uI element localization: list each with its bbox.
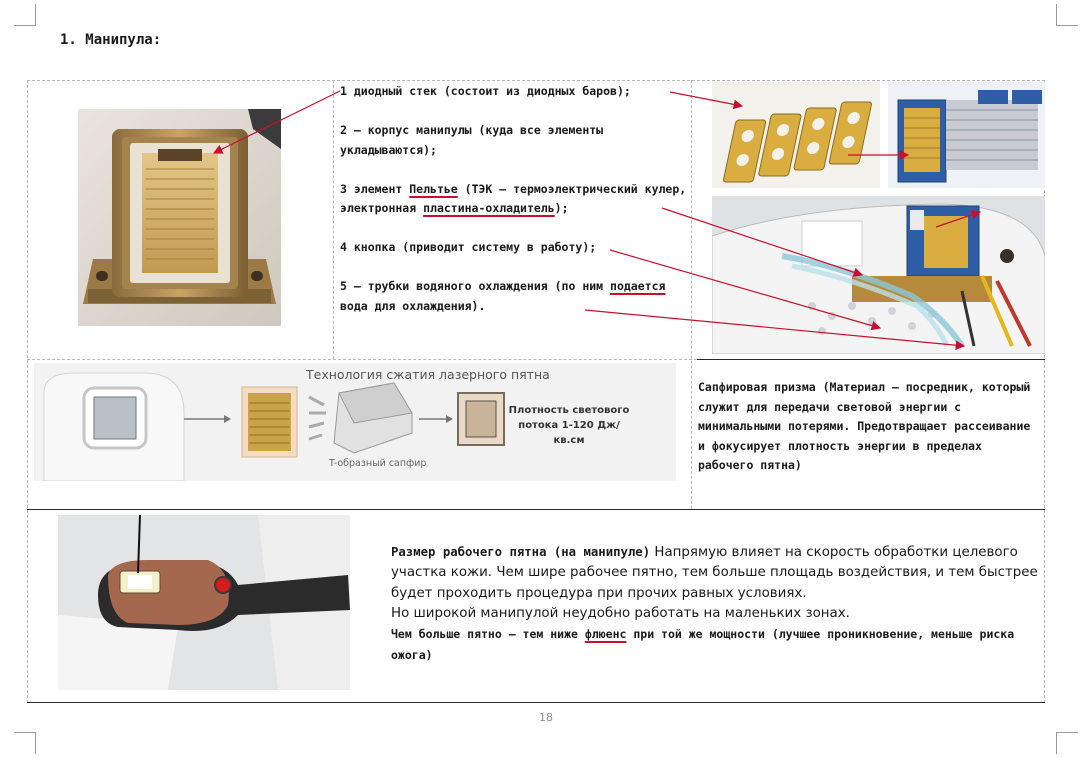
component-text: 4 кнопка (приводит систему в работу); bbox=[340, 240, 597, 254]
component-text: 5 – трубки водяного охлаждения (по ним bbox=[340, 279, 611, 293]
component-list bbox=[340, 82, 690, 336]
handpiece-interior-photo bbox=[712, 196, 1045, 354]
component-text: (ТЭК — термоэлектрический кулер, электронная bbox=[340, 181, 687, 215]
component-text: 1 диодный стек (состоит из диодных баров); bbox=[340, 84, 631, 98]
handpiece-spot-photo bbox=[58, 515, 350, 690]
page-number: 18 bbox=[539, 711, 553, 724]
spot-size-description bbox=[391, 542, 1041, 667]
diagram-title: Технология сжатия лазерного пятна bbox=[306, 367, 550, 382]
section-heading: 1. Манипула: bbox=[60, 32, 162, 48]
component-item bbox=[340, 180, 690, 219]
column-divider bbox=[691, 80, 692, 509]
component-text: вода для охлаждения). bbox=[340, 298, 486, 313]
crop-mark bbox=[14, 732, 36, 754]
component-text: ); bbox=[554, 201, 569, 215]
crop-mark bbox=[14, 4, 36, 26]
sapphire-prism-description: Сапфировая призма (Материал — посредник, который служит для передачи световой энергии с минимальными потерями. Предотвращает рассеивание и фокусирует плотность энергии в пределах рабочего пятна) bbox=[698, 380, 1031, 472]
row-divider bbox=[27, 702, 1045, 703]
column-divider bbox=[333, 80, 334, 359]
underlined-term: Пельтье bbox=[409, 181, 458, 196]
component-item bbox=[340, 238, 690, 258]
underlined-term: подается bbox=[610, 279, 666, 293]
component-item bbox=[340, 121, 690, 160]
fluence-note-before: Чем больше пятно — тем ниже bbox=[391, 627, 585, 642]
component-text: 3 элемент bbox=[340, 181, 410, 196]
component-item bbox=[340, 82, 690, 102]
spot-compression-diagram bbox=[34, 363, 676, 481]
fluence-term: флюенс bbox=[584, 627, 627, 642]
crop-mark bbox=[1056, 732, 1078, 754]
component-item bbox=[340, 277, 690, 316]
spot-size-title: Размер рабочего пятна (на манипуле) bbox=[391, 545, 651, 559]
row-divider bbox=[27, 359, 697, 360]
sapphire-label: T-образный сапфир bbox=[329, 458, 427, 469]
underlined-term: пластина-охладитель bbox=[423, 201, 555, 215]
fluence-label: Плотность светового потока 1-120 Дж/кв.см bbox=[508, 405, 630, 446]
fluence-note-after: при той же мощности (лучшее проникновение, меньше риска ожога) bbox=[391, 627, 1015, 663]
crop-mark bbox=[1056, 4, 1078, 26]
row-divider bbox=[697, 359, 1045, 360]
diode-bars-photo bbox=[712, 82, 880, 188]
handpiece-photo bbox=[78, 109, 281, 326]
diode-stack-photo bbox=[888, 82, 1045, 188]
component-text: 2 – корпус манипулы (куда все элементы укладываются); bbox=[340, 123, 604, 157]
fluence-note bbox=[391, 627, 1014, 662]
row-divider bbox=[27, 509, 1045, 510]
spot-size-body: Напрямую влияет на скорость обработки целевого участка кожи. Чем шире рабочее пятно, тем больше площадь воздействия, и тем быстрее будет проходить процедура при прочих равных условиях. bbox=[391, 545, 1038, 601]
spot-size-body-2: Но широкой манипулой неудобно работать на маленьких зонах. bbox=[391, 605, 850, 621]
